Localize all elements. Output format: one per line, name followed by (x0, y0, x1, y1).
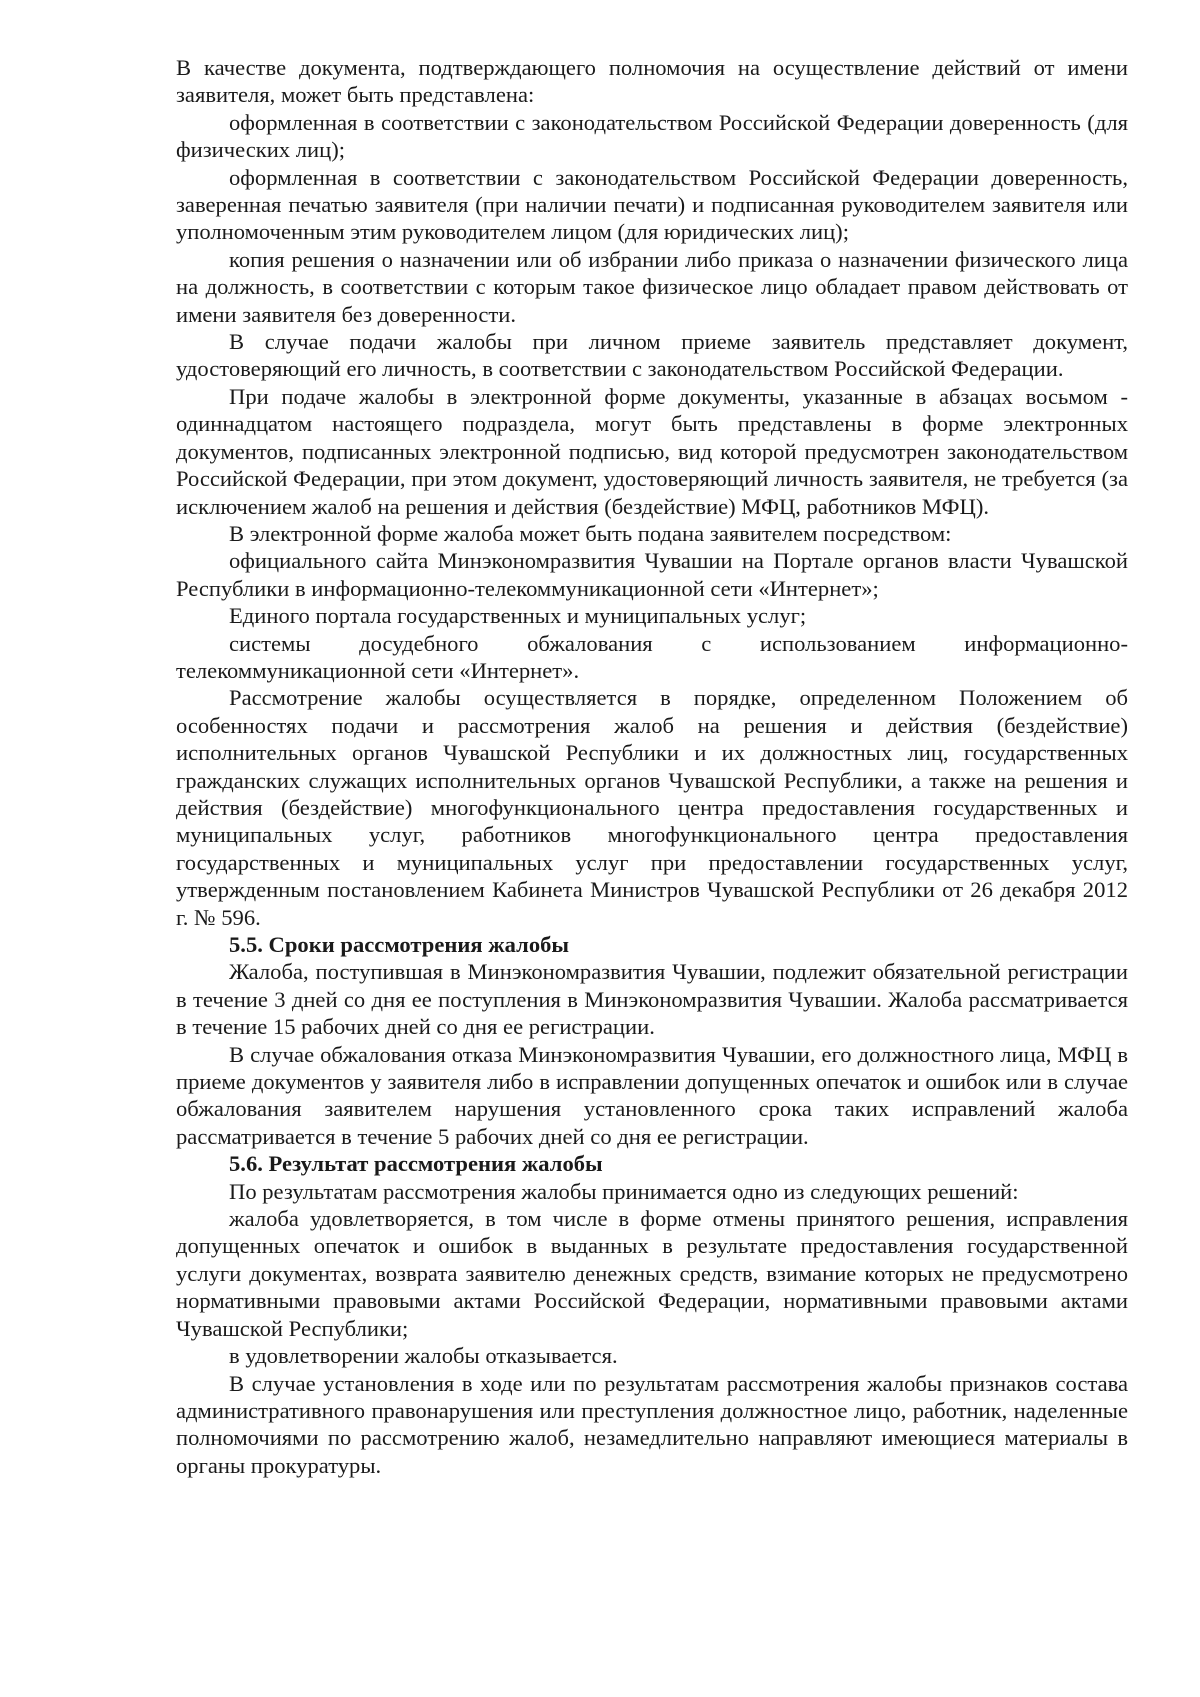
paragraph-appointment-decision-copy: копия решения о назначении или об избрании либо приказа о назначении физического лица на должность, в соответствии с которым такое физическое лицо обладает правом действовать от имени заявителя без доверенности. (176, 246, 1128, 327)
paragraph-official-website: официального сайта Минэкономразвития Чувашии на Портале органов власти Чувашской Республики в информационно-телекоммуникационной сети «Интернет»; (176, 548, 1128, 601)
paragraph-pretrial-appeal-system: системы досудебного обжалования с использованием информационно-телекоммуникационной сети «Интернет». (176, 630, 1128, 683)
section-heading-5-6: 5.6. Результат рассмотрения жалобы (229, 1151, 603, 1177)
paragraph-electronic-submission: При подаче жалобы в электронной форме документы, указанные в абзацах восьмом - одиннадцатом настоящего подраздела, могут быть представлены в форме электронных документов, подписанных электронной подписью, вид которой предусмотрен законодательством Российской Федерации, при этом документ, удостоверяющий личность заявителя, не требуется (за исключением жалоб на решения и действия (бездействие) МФЦ, работников МФЦ). (176, 383, 1128, 519)
paragraph-authority-document: В качестве документа, подтверждающего полномочия на осуществление действий от имени заявителя, может быть представлена: (176, 55, 1128, 108)
paragraph-power-of-attorney-legal-entities: оформленная в соответствии с законодательством Российской Федерации доверенность, заверенная печатью заявителя (при наличии печати) и подписанная руководителем заявителя или уполномоченным этим руководителем лицом (для юридических лиц); (176, 164, 1128, 245)
paragraph-prosecution-referral: В случае установления в ходе или по результатам рассмотрения жалобы признаков состава административного правонарушения или преступления должностное лицо, работник, наделенные полномочиями по рассмотрению жалоб, незамедлительно направляют имеющиеся материалы в органы прокуратуры. (176, 1370, 1128, 1478)
paragraph-review-procedure: Рассмотрение жалобы осуществляется в порядке, определенном Положением об особенностях подачи и рассмотрения жалоб на решения и действия (бездействие) исполнительных органов Чувашской Республики и их должностных лиц, государственных гражданских служащих исполнительных органов Чувашской Республики, а также на решения и действия (бездействие) многофункционального центра предоставления государственных и муниципальных услуг, работников многофункционального центра предоставления государственных и муниципальных услуг при предоставлении государственных услуг, утвержденным постановлением Кабинета Министров Чувашской Республики от 26 декабря 2012 г. № 596. (176, 685, 1128, 930)
paragraph-electronic-channels-intro: В электронной форме жалоба может быть подана заявителем посредством: (229, 520, 952, 546)
paragraph-unified-portal: Единого портала государственных и муниципальных услуг; (229, 603, 807, 629)
paragraph-personal-reception: В случае подачи жалобы при личном приеме заявитель представляет документ, удостоверяющий его личность, в соответствии с законодательством Российской Федерации. (176, 329, 1128, 382)
paragraph-registration-term: Жалоба, поступившая в Минэкономразвития Чувашии, подлежит обязательной регистрации в течение 3 дней со дня ее поступления в Минэкономразвития Чувашии. Жалоба рассматривается в течение 15 рабочих дней со дня ее регистрации. (176, 959, 1128, 1040)
paragraph-complaint-rejected: в удовлетворении жалобы отказывается. (229, 1343, 618, 1369)
paragraph-decisions-intro: По результатам рассмотрения жалобы принимается одно из следующих решений: (229, 1178, 1019, 1204)
document-page (176, 54, 1128, 1479)
paragraph-complaint-satisfied: жалоба удовлетворяется, в том числе в форме отмены принятого решения, исправления допущенных опечаток и ошибок в выданных в результате предоставления государственной услуги документах, возврата заявителю денежных средств, взимание которых не предусмотрено нормативными правовыми актами Российской Федерации, нормативными правовыми актами Чувашской Республики; (176, 1206, 1128, 1341)
paragraph-refusal-appeal-term: В случае обжалования отказа Минэкономразвития Чувашии, его должностного лица, МФЦ в приеме документов у заявителя либо в исправлении допущенных опечаток и ошибок или в случае обжалования заявителем нарушения установленного срока таких исправлений жалоба рассматривается в течение 5 рабочих дней со дня ее регистрации. (176, 1041, 1128, 1149)
section-heading-5-5: 5.5. Сроки рассмотрения жалобы (229, 932, 570, 957)
paragraph-power-of-attorney-individuals: оформленная в соответствии с законодательством Российской Федерации доверенность (для физических лиц); (176, 109, 1128, 163)
